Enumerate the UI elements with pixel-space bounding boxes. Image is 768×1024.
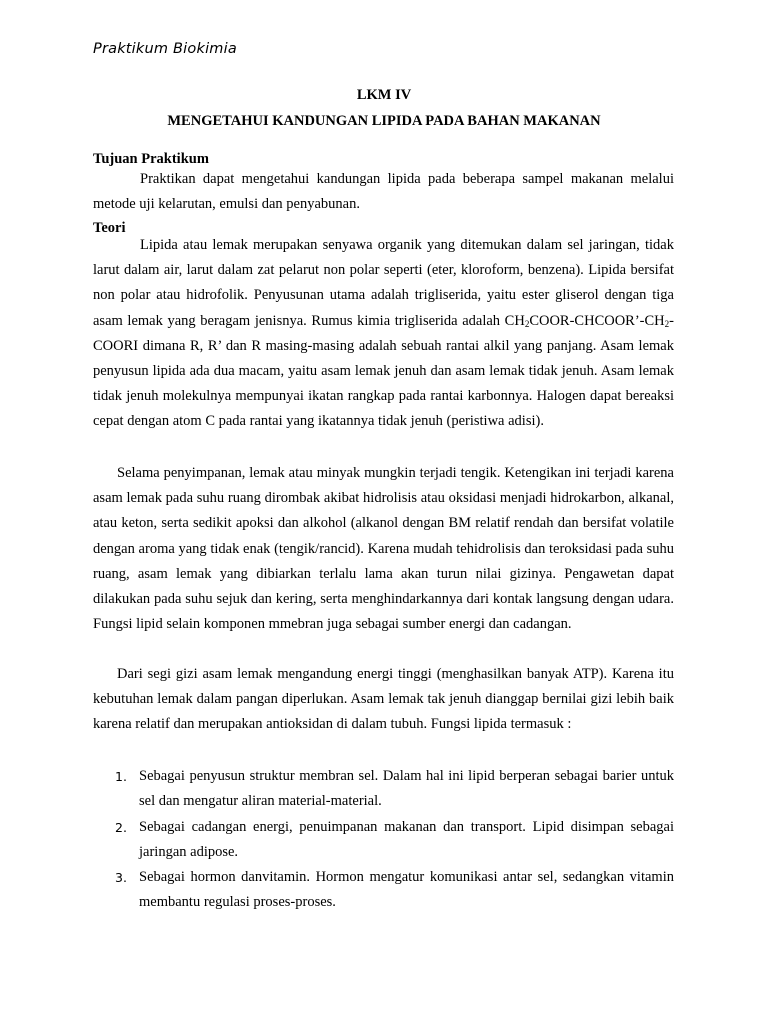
teori-paragraph-3: Dari segi gizi asam lemak mengandung energi tinggi (menghasilkan banyak ATP). Karena itu kebutuhan lemak dalam pangan diperlukan. Asam lemak tak jenuh dianggap bernilai gizi lebih baik karena relatif dan merupakan antioksidan di dalam tubuh. Fungsi lipida termasuk : — [93, 666, 674, 733]
teori-paragraph-1 — [93, 233, 674, 435]
document-title: LKM IV — [356, 87, 412, 103]
teori-p1-text-a: Lipida atau lemak merupakan senyawa organik yang ditemukan dalam sel jaringan, tidak larut dalam air, larut dalam zat pelarut non polar seperti (eter, kloroform, benzena). Lipida bersifat non polar atau hidrofolik. Penyusunan utama adalah trigliserida, yaitu ester gliserol dengan tiga asam lemak yang beragam jenisnya. Rumus kimia trigliserida adalah CH — [93, 237, 674, 329]
list-item-text: Sebagai cadangan energi, penuimpanan makanan dan transport. Lipid disimpan sebagai jaringan adipose. — [139, 819, 674, 861]
list-item — [93, 764, 674, 814]
list-item-number: 2. — [115, 820, 127, 835]
section-heading-tujuan: Tujuan Praktikum — [93, 151, 209, 167]
teori-p1-text-c: -COORI dimana R, R’ dan R masing-masing adalah sebuah rantai alkil yang panjang. Asam lemak penyusun lipida ada dua macam, yaitu asam lemak jenuh dan asam lemak tidak jenuh. Asam lemak tidak jenuh molekulnya mempunyai ikatan rangkap pada rantai karbonnya. Halogen dapat bereaksi cepat dengan atom C pada rantai yang ikatannya tidak jenuh (peristiwa adisi). — [93, 312, 674, 430]
list-item — [93, 865, 674, 915]
list-item-number: 3. — [115, 870, 127, 885]
teori-p1-text-b: COOR-CHCOOR’-CH — [529, 312, 665, 329]
subscript-2: 2 — [524, 318, 530, 329]
list-item-text: Sebagai hormon danvitamin. Hormon mengatur komunikasi antar sel, sedangkan vitamin membantu regulasi proses-proses. — [139, 869, 674, 911]
page-running-header: Praktikum Biokimia — [93, 41, 237, 57]
list-item-number: 1. — [115, 769, 127, 784]
list-item-text: Sebagai penyusun struktur membran sel. Dalam hal ini lipid berperan sebagai barier untuk sel dan mengatur aliran material-material. — [139, 768, 674, 810]
document-subtitle: MENGETAHUI KANDUNGAN LIPIDA PADA BAHAN MAKANAN — [167, 113, 601, 129]
teori-paragraph-2: Selama penyimpanan, lemak atau minyak mungkin terjadi tengik. Ketengikan ini terjadi karena asam lemak pada suhu ruang dirombak akibat hidrolisis atau oksidasi menjadi hidrokarbon, alkanal, atau keton, serta sedikit apoksi dan alkohol (alkanol dengan BM relatif rendah dan bersifat volatile dengan aroma yang tidak enak (tengik/rancid). Karena mudah tehidrolisis dan teroksidasi pada suhu ruang, asam lemak yang dibiarkan terlalu lama akan turun nilai gizinya. Pengawetan dapat dilakukan pada suhu sejuk dan kering, serta menghindarkannya dari kontak langsung dengan udara. Fungsi lipid selain komponen mmebran juga sebagai sumber energi dan cadangan. — [93, 465, 674, 633]
tujuan-paragraph: Praktikan dapat mengetahui kandungan lipida pada beberapa sampel makanan melalui metode uji kelarutan, emulsi dan penyabunan. — [93, 171, 674, 213]
list-item — [93, 815, 674, 865]
section-heading-teori: Teori — [93, 220, 126, 236]
subscript-2: 2 — [664, 318, 670, 329]
